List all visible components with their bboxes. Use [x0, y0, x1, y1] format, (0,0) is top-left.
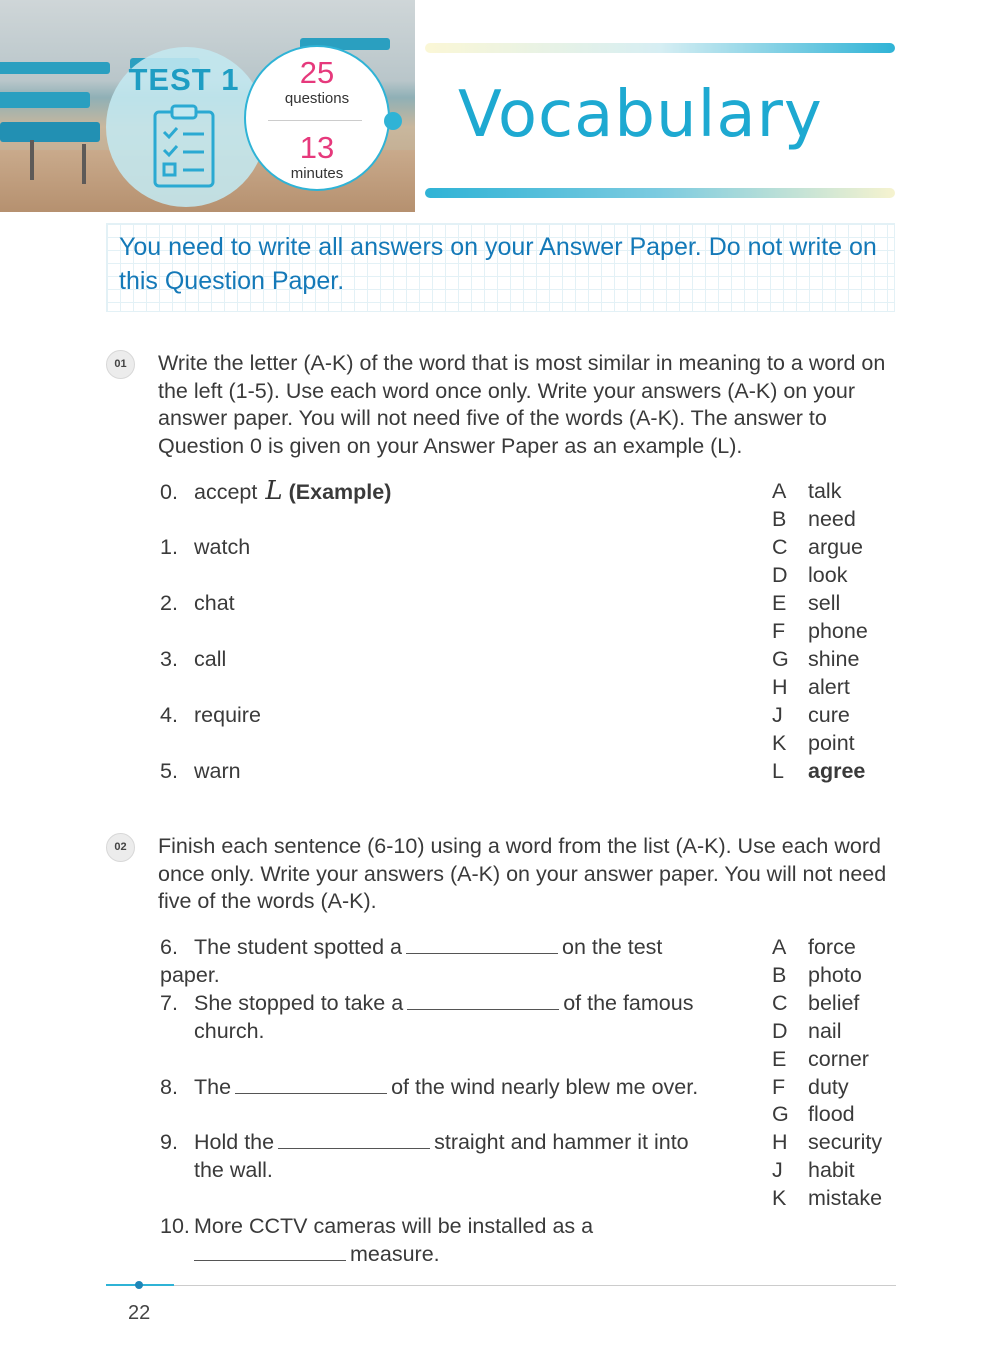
option-item — [772, 729, 855, 757]
example-item — [160, 477, 391, 506]
minutes-label: minutes — [290, 165, 344, 182]
option-word: argue — [808, 535, 863, 559]
item-number: 3. — [160, 647, 178, 671]
question-badge-02: 02 — [106, 833, 135, 862]
option-letter: F — [772, 1075, 786, 1099]
example-answer: L — [265, 476, 283, 506]
sentence-after: of the famous — [563, 991, 694, 1015]
option-word: phone — [808, 619, 868, 643]
sentence-before: She stopped to take a — [194, 991, 404, 1015]
stats-divider — [268, 120, 362, 121]
list-item — [160, 645, 226, 673]
option-word: alert — [808, 675, 850, 699]
option-letter: B — [772, 963, 787, 987]
item-word: warn — [194, 759, 241, 783]
option-item — [772, 961, 862, 989]
option-letter: L — [772, 759, 784, 783]
sentence-item — [160, 1128, 720, 1184]
option-item — [772, 1045, 869, 1073]
option-item — [772, 645, 859, 673]
item-number: 1. — [160, 535, 178, 559]
list-item — [160, 701, 261, 729]
sentence-continuation — [160, 1240, 720, 1268]
sentence-after: measure. — [350, 1242, 440, 1266]
option-word: mistake — [808, 1186, 883, 1210]
item-number: 7. — [160, 991, 178, 1015]
question-01-text: Write the letter (A-K) of the word that is most similar in meaning to a word on the left (1-5). Use each word once only. Write your answers (A-K) on your answer paper. You will not need five of the words (A-K). The answer to Question 0 is given on your Answer Paper as an example (L). — [158, 351, 886, 458]
sentence-item — [160, 1212, 720, 1268]
option-item — [772, 1128, 882, 1156]
item-number: 10. — [160, 1214, 190, 1238]
item-number: 0. — [160, 480, 178, 504]
option-word: duty — [808, 1075, 849, 1099]
connector-dot — [384, 112, 402, 130]
option-letter: K — [772, 731, 787, 755]
option-letter: C — [772, 991, 788, 1015]
option-letter: J — [772, 703, 783, 727]
item-word: chat — [194, 591, 235, 615]
title-bar-bottom — [425, 188, 895, 198]
sentence-before: The — [194, 1075, 232, 1099]
page-title: Vocabulary — [458, 78, 823, 152]
option-letter: K — [772, 1186, 787, 1210]
option-word: photo — [808, 963, 862, 987]
footer-divider — [106, 1285, 896, 1286]
option-word: shine — [808, 647, 860, 671]
option-item — [772, 1017, 841, 1045]
question-02-text: Finish each sentence (6-10) using a word from the list (A-K). Use each word once only. Write your answers (A-K) on your answer paper. You will not need five of the words (A-K). — [158, 834, 887, 913]
item-number: 8. — [160, 1075, 178, 1099]
page-number: 22 — [128, 1302, 151, 1324]
option-letter: G — [772, 1102, 789, 1126]
option-letter: E — [772, 591, 787, 615]
option-letter: G — [772, 647, 789, 671]
option-letter: H — [772, 1130, 788, 1154]
questions-label: questions — [284, 90, 350, 107]
sentence-item — [160, 1073, 720, 1101]
option-letter: E — [772, 1047, 787, 1071]
option-item — [772, 933, 856, 961]
option-letter: A — [772, 935, 787, 959]
item-word: call — [194, 647, 227, 671]
sentence-item — [160, 989, 720, 1045]
option-word: need — [808, 507, 856, 531]
option-item — [772, 617, 868, 645]
item-number: 6. — [160, 935, 178, 959]
option-word: talk — [808, 479, 842, 503]
minutes-count: 13 — [299, 130, 335, 165]
footer-dot — [135, 1281, 143, 1289]
option-word: security — [808, 1130, 883, 1154]
option-item-example — [772, 757, 865, 785]
sentence-continuation: the wall. — [194, 1158, 273, 1182]
option-item — [772, 1156, 855, 1184]
question-badge-01: 01 — [106, 350, 135, 379]
option-item — [772, 701, 850, 729]
answer-blank — [235, 1073, 387, 1094]
option-item — [772, 1184, 882, 1212]
answer-blank — [407, 989, 559, 1010]
clipboard-checklist-icon — [152, 104, 216, 188]
option-word: look — [808, 563, 848, 587]
item-number: 9. — [160, 1130, 178, 1154]
option-word: sell — [808, 591, 841, 615]
option-item — [772, 673, 850, 701]
sentence-after: on the test paper. — [160, 935, 663, 987]
sentence-before: The student spotted a — [194, 935, 402, 959]
option-letter: J — [772, 1158, 783, 1182]
item-word: accept — [194, 480, 258, 504]
sentence-before: Hold the — [194, 1130, 275, 1154]
option-word: corner — [808, 1047, 869, 1071]
example-label: (Example) — [288, 480, 392, 504]
option-letter: B — [772, 507, 787, 531]
option-item — [772, 533, 863, 561]
option-word: habit — [808, 1158, 855, 1182]
item-word: require — [194, 703, 261, 727]
option-word: agree — [808, 759, 866, 783]
answer-blank — [278, 1128, 430, 1149]
option-letter: D — [772, 1019, 788, 1043]
option-word: nail — [808, 1019, 842, 1043]
item-number: 4. — [160, 703, 178, 727]
item-number: 2. — [160, 591, 178, 615]
option-item — [772, 589, 840, 617]
answer-blank — [194, 1240, 346, 1261]
option-word: force — [808, 935, 856, 959]
sentence-item — [160, 933, 720, 989]
sentence-after: of the wind nearly blew me over. — [391, 1075, 699, 1099]
option-word: cure — [808, 703, 850, 727]
item-number: 5. — [160, 759, 178, 783]
option-letter: A — [772, 479, 787, 503]
item-word: watch — [194, 535, 251, 559]
option-item — [772, 505, 856, 533]
option-word: point — [808, 731, 855, 755]
option-letter: C — [772, 535, 788, 559]
option-item — [772, 989, 859, 1017]
sentence-after: straight and hammer it into — [434, 1130, 689, 1154]
option-item — [772, 477, 841, 505]
option-letter: H — [772, 675, 788, 699]
option-word: flood — [808, 1102, 855, 1126]
option-item — [772, 561, 847, 589]
answer-blank — [406, 933, 558, 954]
title-bar-top — [425, 43, 895, 53]
option-item — [772, 1100, 855, 1128]
option-word: belief — [808, 991, 860, 1015]
option-item — [772, 1073, 849, 1101]
sentence-before: More CCTV cameras will be installed as a — [194, 1214, 594, 1238]
list-item — [160, 757, 241, 785]
list-item — [160, 533, 250, 561]
sentence-continuation: church. — [194, 1019, 265, 1043]
test-label: TEST 1 — [128, 62, 240, 97]
questions-count: 25 — [299, 55, 335, 90]
option-letter: F — [772, 619, 786, 643]
list-item — [160, 589, 235, 617]
instruction-box: You need to write all answers on your Answer Paper. Do not write on this Question Paper. — [106, 223, 895, 312]
option-letter: D — [772, 563, 788, 587]
